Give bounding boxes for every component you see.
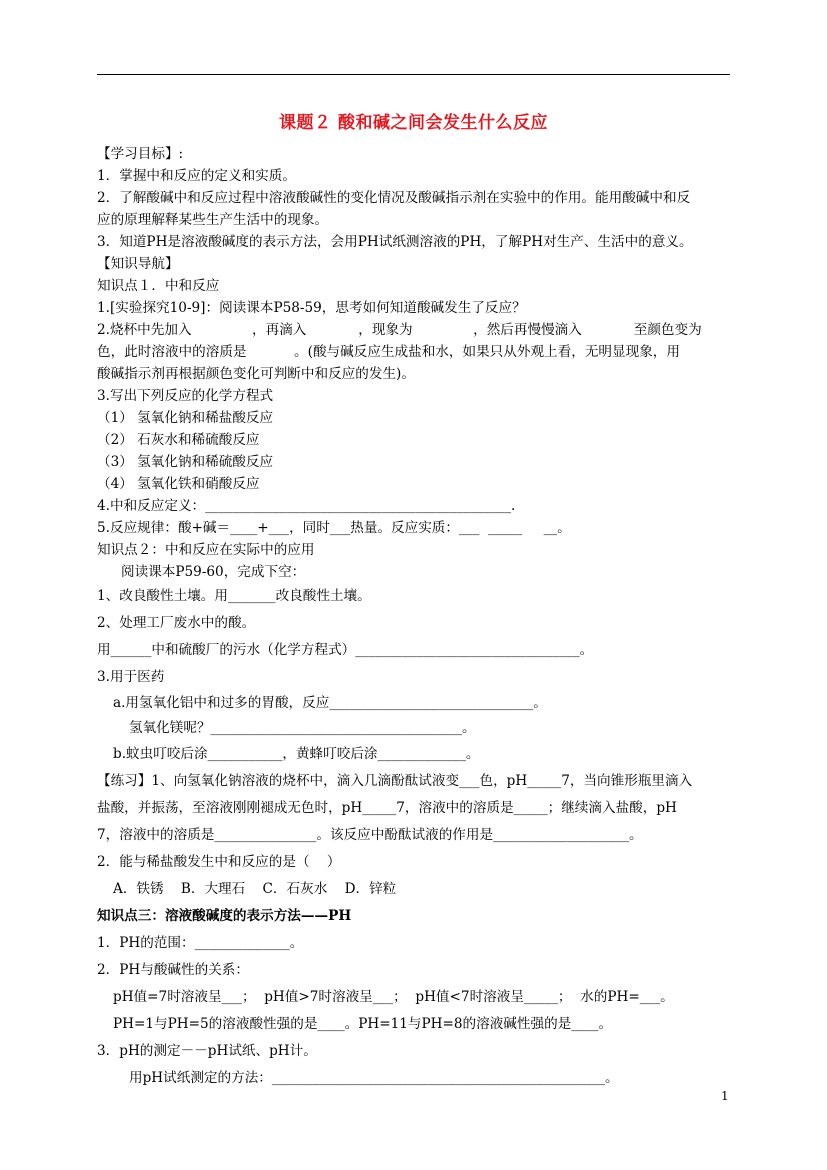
text-line: 色，此时溶液中的溶质是 。(酸与碱反应生成盐和水，如果只从外观上看，无明显现象，用 [97, 344, 680, 360]
text-line: 2、处理工厂废水中的酸。 [97, 615, 256, 631]
text-line: 4.中和反应定义：_____________________________________________. [97, 498, 516, 514]
page-number: 1 [721, 1089, 729, 1103]
page-title: 课题２ 酸和碱之间会发生什么反应 [279, 113, 548, 133]
text-line: 酸碱指示剂再根据颜色变化可判断中和反应的发生)。 [97, 366, 415, 382]
section-heading-objectives: 【学习目标】: [97, 146, 184, 162]
text-line: a.用氢氧化铝中和过多的胃酸，反应______________________________。 [113, 695, 547, 711]
list-item: （1） 氢氧化钠和稀盐酸反应 [97, 410, 274, 426]
text-line: 氢氧化镁呢？_____________________________________。 [129, 720, 476, 736]
text-line: 3．知道PH是溶液酸碱度的表示方法，会用PH试纸测溶液的PH，了解PH对生产、生活中的意义。 [97, 234, 693, 250]
text-line: pH值=7时溶液呈___； pH值>7时溶液呈___； pH值<7时溶液呈_____； 水的PH=___。 [113, 989, 674, 1005]
text-line: 3．pH的测定－－pH试纸、pH计。 [97, 1043, 317, 1059]
choice-options: A．铁锈 B．大理石 C．石灰水 D．锌粒 [113, 881, 397, 897]
section-heading-knowledge: 【知识导航】 [97, 256, 179, 272]
list-item: （4） 氢氧化铁和硝酸反应 [97, 476, 260, 492]
text-line: PH=1与PH=5的溶液酸性强的是____。PH=11与PH=8的溶液碱性强的是____。 [113, 1016, 613, 1032]
text-line: 5.反应规律：酸+碱＝____+___，同时___热量。反应实质：___ _____ __。 [97, 520, 571, 536]
text-line: 2.烧杯中先加入 ，再滴入 ，现象为 ，然后再慢慢滴入 至颜色变为 [97, 322, 702, 338]
text-line: 2．PH与酸碱性的关系： [97, 962, 249, 978]
text-line: 1．掌握中和反应的定义和实质。 [97, 168, 296, 184]
exercise-line: 【练习】1、向氢氧化钠溶液的烧杯中，滴入几滴酚酞试液变___色，pH_____7，当向锥形瓶里滴入 [97, 773, 693, 789]
text-line: 1.[实验探究10-9]：阅读课本P58-59，思考如何知道酸碱发生了反应？ [97, 300, 526, 316]
list-item: （2） 石灰水和稀硫酸反应 [97, 432, 260, 448]
subsection-heading: 知识点２：中和反应在实际中的应用 [97, 542, 315, 558]
subsection-heading: 知识点１．中和反应 [97, 278, 220, 294]
text-line: 用______中和硫酸厂的污水（化学方程式）_________________________________。 [97, 642, 594, 658]
header-rule [97, 74, 730, 75]
subsection-heading: 知识点三：溶液酸碱度的表示方法——PH [97, 908, 352, 924]
text-line: 应的原理解释某些生产生活中的现象。 [97, 212, 329, 228]
exercise-line: 盐酸，并振荡，至溶液刚刚褪成无色时，pH_____7，溶液中的溶质是_____；继续滴入盐酸，pH [97, 800, 677, 816]
text-line: 3.写出下列反应的化学方程式 [97, 388, 274, 404]
text-line: 1、改良酸性土壤。用_______改良酸性土壤。 [97, 588, 371, 604]
document-body [97, 143, 737, 1092]
list-item: （3） 氢氧化钠和稀硫酸反应 [97, 454, 274, 470]
text-line: b.蚊虫叮咬后涂___________，黄蜂叮咬后涂_____________。 [113, 746, 480, 762]
text-line: 2．了解酸碱中和反应过程中溶液酸碱性的变化情况及酸碱指示剂在实验中的作用。能用酸碱中和反 [97, 190, 691, 206]
text-line: 用pH试纸测定的方法：_________________________________________________。 [129, 1070, 619, 1086]
exercise-line: 2．能与稀盐酸发生中和反应的是（ ） [97, 854, 341, 870]
text-line: 阅读课本P59-60，完成下空： [121, 564, 306, 580]
text-line: 1．PH的范围：______________。 [97, 935, 304, 951]
exercise-line: 7，溶液中的溶质是_______________。该反应中酚酞试液的作用是____________________。 [97, 827, 643, 843]
text-line: 3.用于医药 [97, 669, 165, 685]
